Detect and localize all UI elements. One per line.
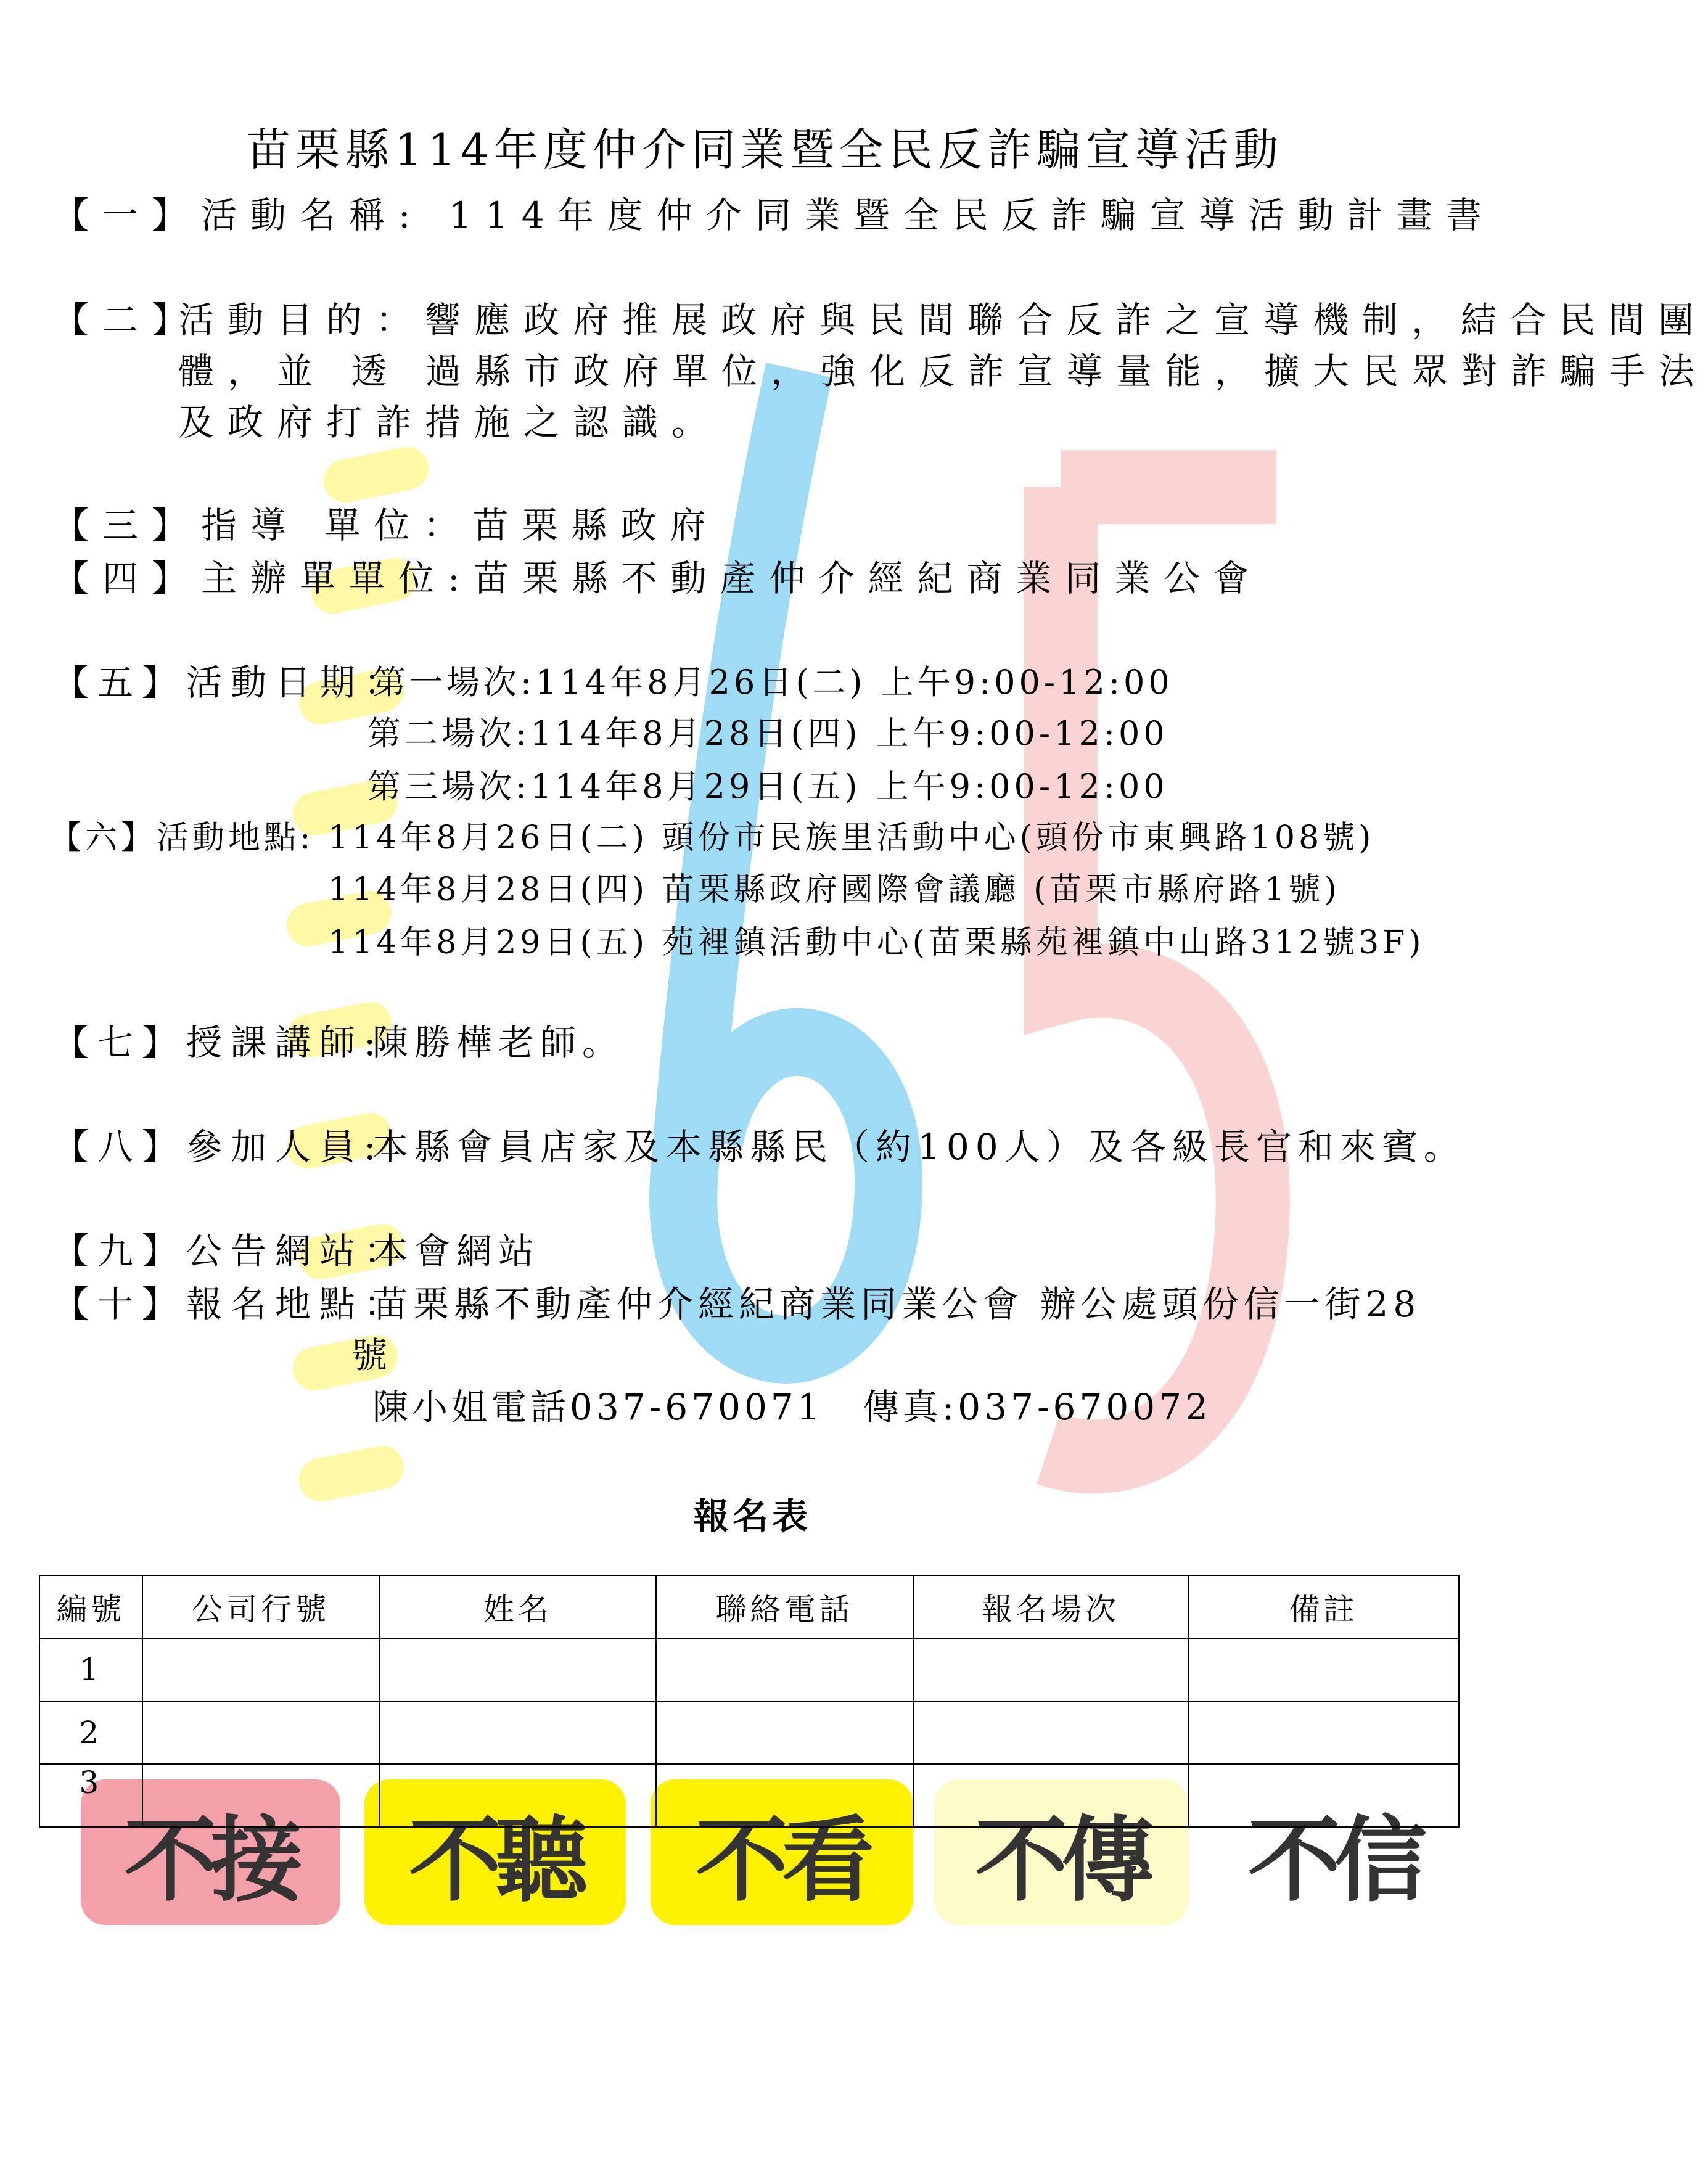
name-cell[interactable] <box>380 1701 657 1764</box>
banner-dont-answer: 不接 <box>81 1779 340 1925</box>
section-label: 授課講師: <box>186 1022 385 1064</box>
table-header-row <box>39 1575 1459 1638</box>
section-7 <box>53 1022 385 1064</box>
event-name: 活動名稱: 114年度仲介同業暨全民反詐騙宣導活動計畫書 <box>201 194 1495 236</box>
location-2: 114年8月28日(四) 苗栗縣政府國際會議廳 (苗栗市縣府路1號) <box>328 871 1341 908</box>
header-number: 編號 <box>39 1575 142 1638</box>
section-marker: 【一】 <box>53 194 202 236</box>
company-cell[interactable] <box>142 1638 380 1701</box>
section-label: 報名地點： <box>186 1283 409 1325</box>
registration-address-cont: 號 <box>351 1334 401 1376</box>
section-6 <box>49 819 314 856</box>
name-cell[interactable] <box>380 1638 657 1701</box>
section-8 <box>53 1126 385 1168</box>
date-session-3: 第三場次:114年8月29日(五) 上午9:00-12:00 <box>367 767 1168 806</box>
header-phone: 聯絡電話 <box>656 1575 913 1638</box>
purpose-line-2: 體，並 透 過縣市政府單位，強化反詐宣導量能，擴大民眾對詐騙手法 <box>178 350 1708 392</box>
banner-dont-listen: 不聽 <box>364 1779 626 1925</box>
header-session: 報名場次 <box>913 1575 1189 1638</box>
notes-cell[interactable] <box>1188 1764 1459 1827</box>
company-cell[interactable] <box>142 1701 380 1764</box>
row-number: 2 <box>39 1701 142 1764</box>
section-2-marker: 【二】 <box>53 299 202 341</box>
registration-form-title: 報名表 <box>692 1495 811 1537</box>
header-notes: 備註 <box>1188 1575 1459 1638</box>
watermark-one <box>308 469 407 1480</box>
table-row <box>39 1638 1459 1701</box>
section-label: 活動地點: <box>157 819 314 856</box>
notes-cell[interactable] <box>1188 1638 1459 1701</box>
organizer: 主辦單單位:苗栗縣不動產仲介經紀商業同業公會 <box>201 557 1263 599</box>
table-row <box>39 1764 1459 1827</box>
date-session-2: 第二場次:114年8月28日(四) 上午9:00-12:00 <box>367 714 1168 753</box>
row-number: 3 <box>39 1764 142 1827</box>
page-title: 苗栗縣114年度仲介同業暨全民反詐騙宣導活動 <box>246 124 1283 176</box>
table-row <box>39 1701 1459 1764</box>
phone-cell[interactable] <box>656 1764 913 1827</box>
section-marker: 【九】 <box>53 1230 187 1272</box>
registration-table <box>39 1575 1460 1828</box>
company-cell[interactable] <box>142 1764 380 1827</box>
section-9 <box>53 1230 409 1272</box>
section-3 <box>53 504 720 546</box>
guidance-unit: 指導 單位：苗栗縣政府 <box>201 504 720 546</box>
purpose-line-1: 活動目的：響應政府推展政府與民間聯合反詐之宣導機制，結合民間團 <box>178 299 1708 341</box>
section-1 <box>53 194 1495 236</box>
header-company: 公司行號 <box>142 1575 380 1638</box>
name-cell[interactable] <box>380 1764 657 1827</box>
section-marker: 【五】 <box>53 662 187 704</box>
section-10 <box>53 1283 409 1325</box>
notes-cell[interactable] <box>1188 1701 1459 1764</box>
registration-address: 苗栗縣不動產仲介經紀商業同業公會 辦公處頭份信一街28 <box>372 1283 1421 1325</box>
banner-dont-believe: 不信 <box>1209 1779 1460 1925</box>
phone-cell[interactable] <box>656 1701 913 1764</box>
section-marker: 【八】 <box>53 1126 187 1168</box>
section-4 <box>53 557 1263 599</box>
section-marker: 【四】 <box>53 557 202 599</box>
section-marker: 【七】 <box>53 1022 187 1064</box>
section-label: 公告網站： <box>186 1230 409 1272</box>
purpose-line-3: 及政府打詐措施之認識。 <box>178 401 721 443</box>
session-cell[interactable] <box>913 1701 1189 1764</box>
row-number: 1 <box>39 1638 142 1701</box>
contact-phone-fax: 陳小姐電話037-670071 傳真:037-670072 <box>372 1386 1212 1428</box>
section-marker: 【十】 <box>53 1283 187 1325</box>
section-marker: 【六】 <box>49 819 157 856</box>
lecturer: 陳勝樺老師。 <box>372 1022 625 1064</box>
date-session-1: 第一場次:114年8月26日(二) 上午9:00-12:00 <box>372 663 1173 702</box>
session-cell[interactable] <box>913 1638 1189 1701</box>
participants: 本縣會員店家及本縣縣民（約100人）及各級長官和來賓。 <box>372 1126 1466 1168</box>
location-1: 114年8月26日(二) 頭份市民族里活動中心(頭份市東興路108號) <box>328 819 1375 856</box>
banner-dont-look: 不看 <box>651 1779 913 1925</box>
session-cell[interactable] <box>913 1764 1189 1827</box>
banner-dont-forward: 不傳 <box>934 1779 1189 1925</box>
announcement-site: 本會網站 <box>372 1230 541 1272</box>
section-marker: 【三】 <box>53 504 202 546</box>
phone-cell[interactable] <box>656 1638 913 1701</box>
location-3: 114年8月29日(五) 苑裡鎮活動中心(苗栗縣苑裡鎮中山路312號3F) <box>328 924 1425 961</box>
section-label: 活動日期： <box>186 662 409 704</box>
header-name: 姓名 <box>380 1575 657 1638</box>
section-label: 參加人員: <box>186 1126 385 1168</box>
section-5 <box>53 662 409 704</box>
